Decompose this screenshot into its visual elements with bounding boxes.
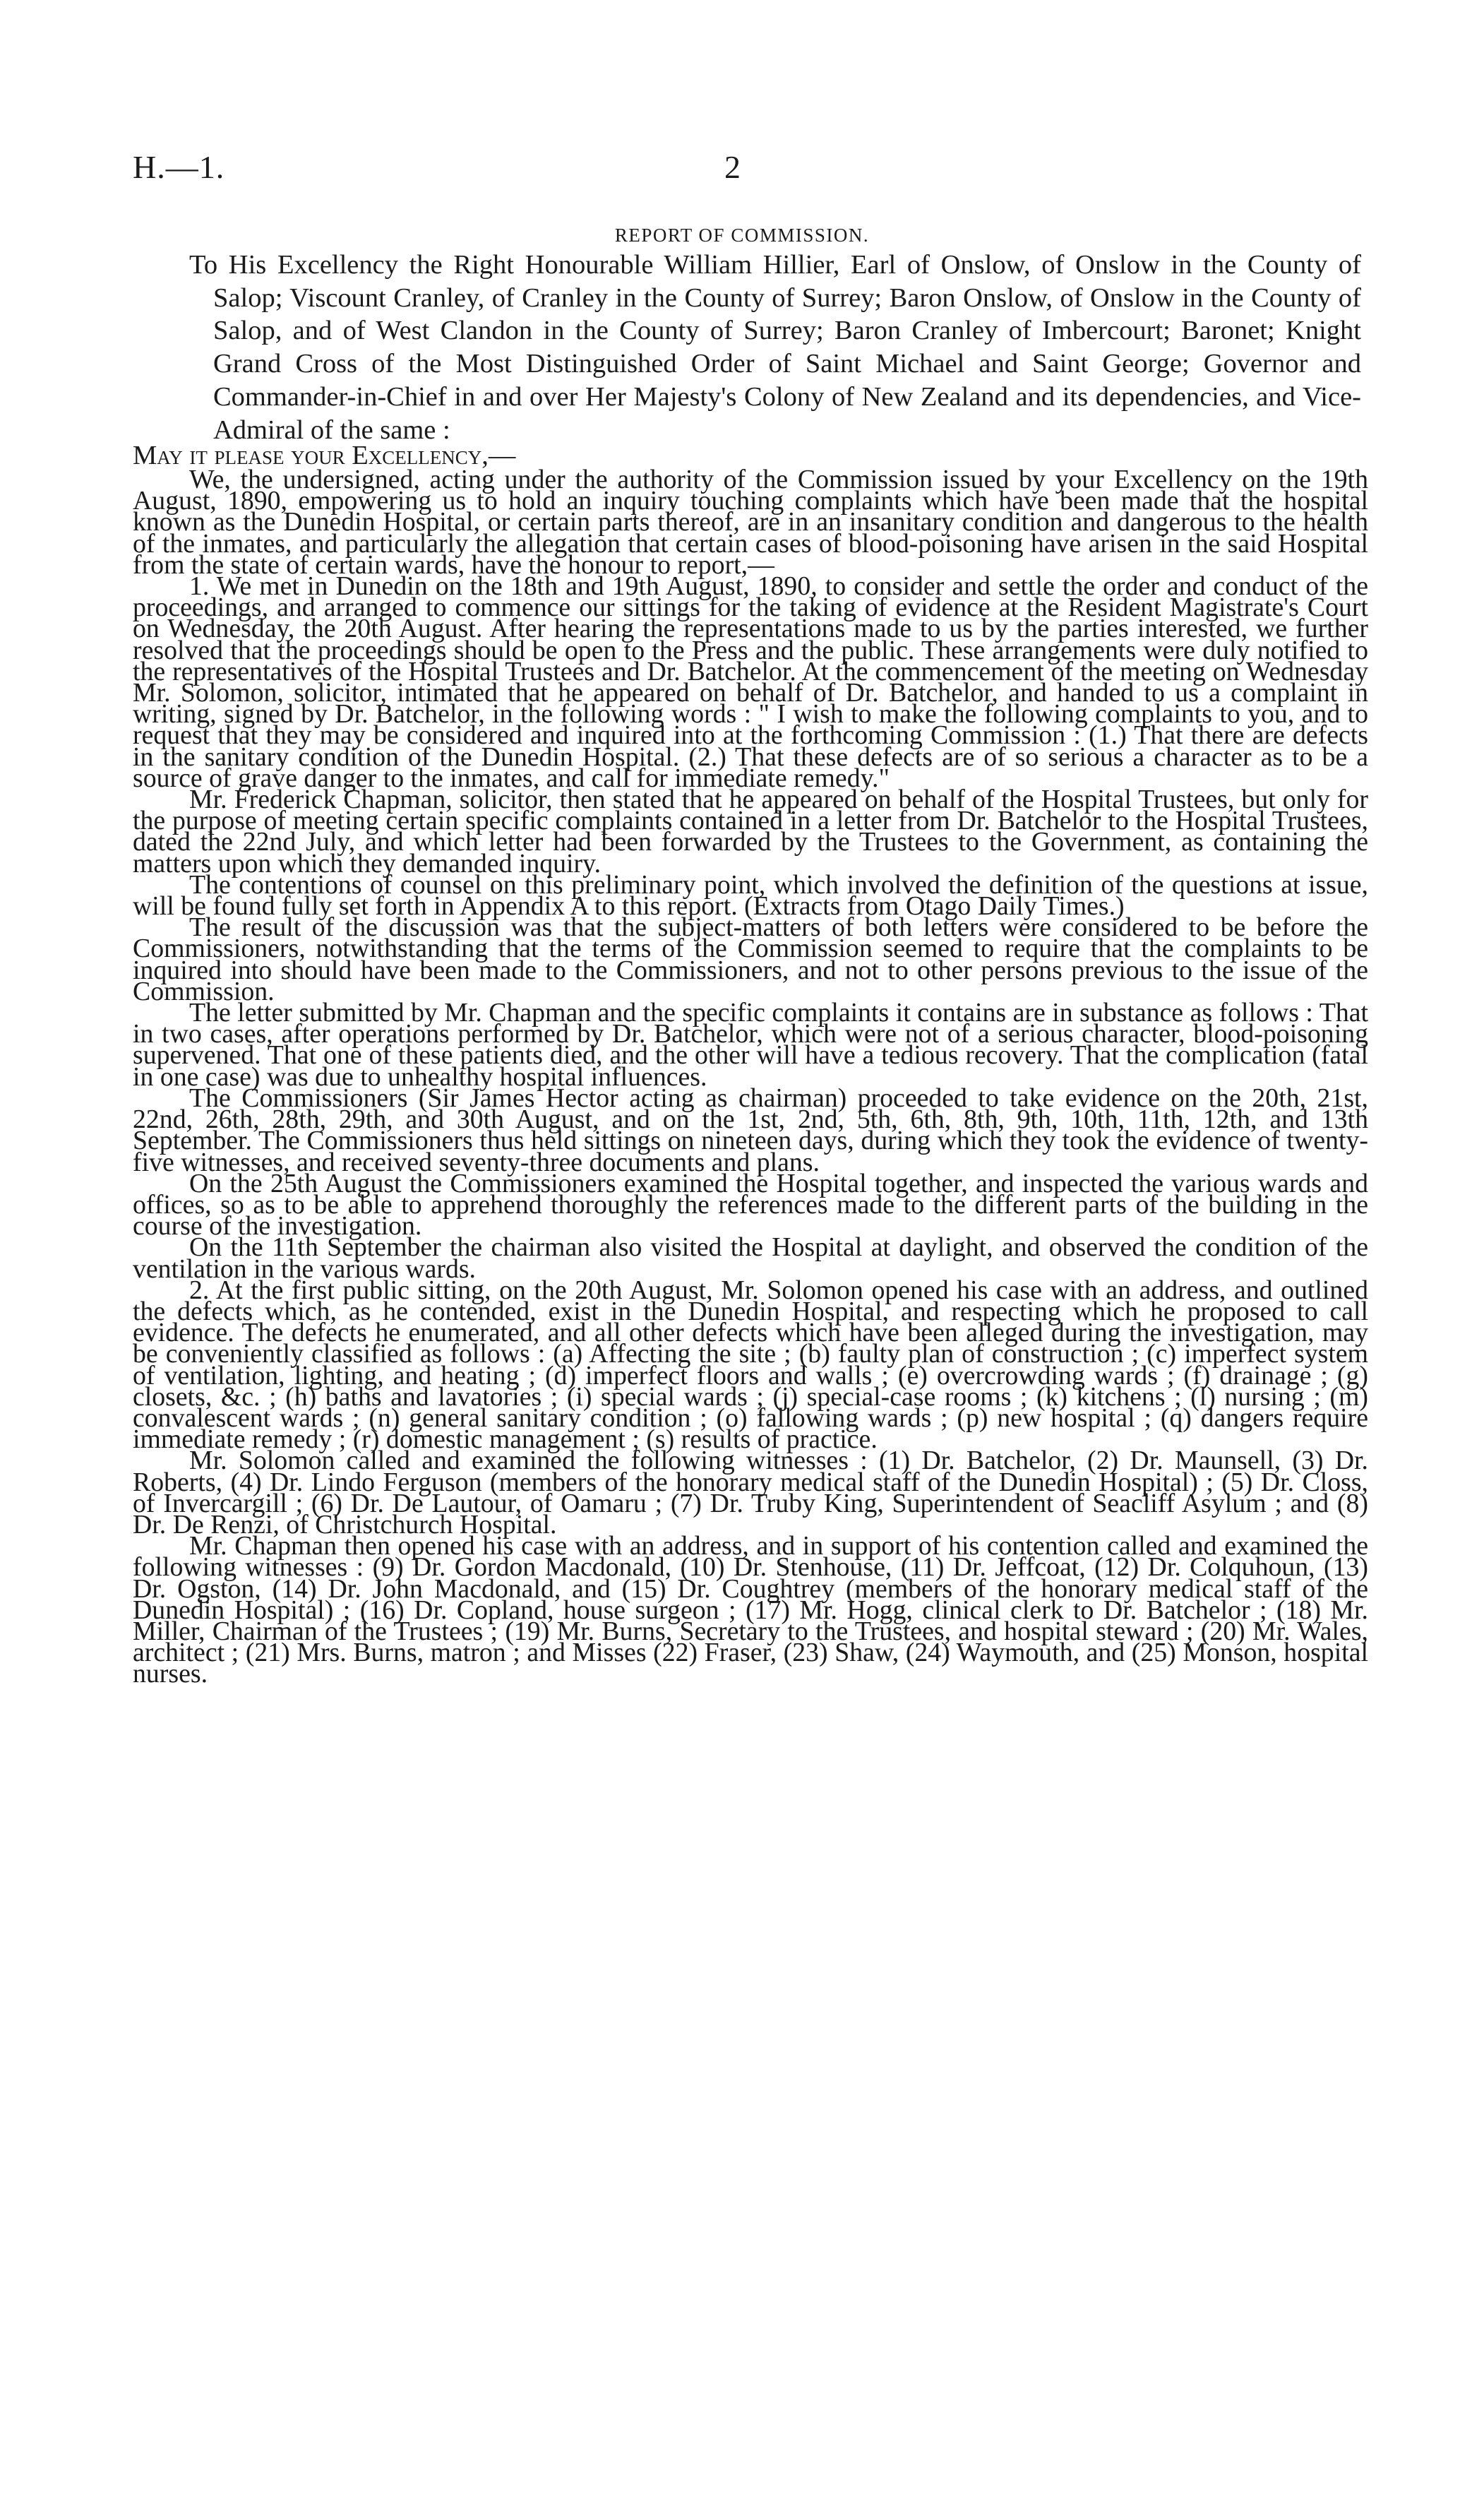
paragraph-inspection: On the 25th August the Commissioners examined the Hospital together, and inspected the various wards and offices, so as to be able to apprehend thoroughly the references made to the different parts of the building in the course of the investigation. [133,1168,1368,1241]
page-header [133,148,1368,198]
paragraph-contentions: The contentions of counsel on this preliminary point, which involved the definition of the questions at issue, will be found fully set forth in Appendix A to this report. (Extracts from Otago Daily Times.) [133,869,1368,922]
paragraph-intro: We, the undersigned, acting under the authority of the Commission issued by your Excellency on the 19th August, 1890, empowering us to hold an inquiry touching complaints which have been made that the hospital known as the Dunedin Hospital, or certain parts thereof, are in an insanitary condition and dangerous to the health of the inmates, and particularly the allegation that certain cases of blood-poisoning have arisen in the said Hospital from the state of certain wards, have the honour to report,— [133,465,1368,580]
address-to-governor: To His Excellency the Right Honourable William Hillier, Earl of Onslow, of Onslow in the County of Salop; Viscount Cranley, of Cranley in the County of Surrey; Baron Onslow, of Onslow in the County of Salop, and of West Clandon in the County of Surrey; Baron Cranley of Imbercourt; Baronet; Knight Grand Cross of the Most Distinguished Order of Saint Michael and Saint George; Governor and Commander-in-Chief in and over Her Majesty's Colony of New Zealand and its dependencies, and Vice-Admiral of the same : [189,250,1361,445]
paragraph-chapman: Mr. Frederick Chapman, solicitor, then stated that he appeared on behalf of the Hospital Trustees, but only for the purpose of meeting certain specific complaints contained in a letter from Dr. Batchelor to the Hospital Trustees, dated the 22nd July, and which letter had been forwarded by the Trustees to the Government, as containing the matters upon which they demanded inquiry. [133,785,1368,879]
paragraph-letter-summary: The letter submitted by Mr. Chapman and the specific complaints it contains are in substance as follows : That in two cases, after operations performed by Dr. Batchelor, which were not of a serious character, blood-poisoning supervened. That one of these patients died, and the other will have a tedious recovery. That the complication (fatal in one case) was due to unhealthy hospital influences. [133,998,1368,1092]
paragraph-chapman-witnesses: Mr. Chapman then opened his case with an address, and in support of his contention called and examined the following witnesses : (9) Dr. Gordon Macdonald, (10) Dr. Stenhouse, (11) Dr. Jeffcoat, (12) Dr. Colquhoun, (13) Dr. Ogston, (14) Dr. John Macdonald, and (15) Dr. Coughtrey (members of the honorary medical staff of the Dunedin Hospital) ; (16) Dr. Copland, house surgeon ; (17) Mr. Hogg, clinical clerk to Dr. Batchelor ; (18) Mr. Miller, Chairman of the Trustees ; (19) Mr. Burns, Secretary to the Trustees, and hospital steward ; (20) Mr. Wales, architect ; (21) Mrs. Burns, matron ; and Misses (22) Fraser, (23) Shaw, (24) Waymouth, and (25) Monson, hospital nurses. [133,1531,1368,1689]
salutation: May it please your Excellency,— [133,441,516,470]
document-reference: H.—1. [133,149,225,185]
paragraph-sittings: The Commissioners (Sir James Hector acting as chairman) proceeded to take evidence on the 20th, 21st, 22nd, 26th, 28th, 29th, and 30th August, and on the 1st, 2nd, 5th, 6th, 8th, 9th, 10th, 11th, 12th, and 13th September. The Commissioners thus held sittings on nineteen days, during which they took the evidence of twenty-five witnesses, and received seventy-three documents and plans. [133,1083,1368,1177]
paragraph-solomon-witnesses: Mr. Solomon called and examined the following witnesses : (1) Dr. Batchelor, (2) Dr. Maunsell, (3) Dr. Roberts, (4) Dr. Lindo Ferguson (members of the honorary medical staff of the Dunedin Hospital) ; (5) Dr. Closs, of Invercargill ; (6) Dr. De Lautour, of Oamaru ; (7) Dr. Truby King, Superintendent of Seacliff Asylum ; and (8) Dr. De Renzi, of Christchurch Hospital. [133,1446,1368,1540]
page-number: 2 [724,149,741,185]
report-title: REPORT OF COMMISSION. [614,225,870,246]
paragraph-daylight-visit: On the 11th September the chairman also visited the Hospital at daylight, and observed the condition of the ventilation in the various wards. [133,1232,1368,1284]
report-body [133,465,1368,1689]
paragraph-2-defects: 2. At the first public sitting, on the 20th August, Mr. Solomon opened his case with an address, and outlined the defects which, as he contended, exist in the Dunedin Hospital, and respecting which he proposed to call evidence. The defects he enumerated, and all other defects which have been alleged during the investigation, may be conveniently classified as follows : (a) Affecting the site ; (b) faulty plan of construction ; (c) imperfect system of ventilation, lighting, and heating ; (d) imperfect floors and walls ; (e) overcrowding wards ; (f) drainage ; (g) closets, &c. ; (h) baths and lavatories ; (i) special wards ; (j) special-case rooms ; (k) kitchens ; (l) nursing ; (m) convalescent wards ; (n) general sanitary condition ; (o) fallowing wards ; (p) new hospital ; (q) dangers require immediate remedy ; (r) domestic management ; (s) results of practice. [133,1275,1368,1455]
paragraph-1-meetings: 1. We met in Dunedin on the 18th and 19th August, 1890, to consider and settle the order and conduct of the proceedings, and arranged to commence our sittings for the taking of evidence at the Resident Magistrate's Court on Wednesday, the 20th August. After hearing the representations made to us by the parties interested, we further resolved that the proceedings should be open to the Press and the public. These arrangements were duly notified to the representatives of the Hospital Trustees and Dr. Batchelor. At the commencement of the meeting on Wednesday Mr. Solomon, solicitor, intimated that he appeared on behalf of Dr. Batchelor, and handed to us a complaint in writing, signed by Dr. Batchelor, in the following words : " I wish to make the following complaints to you, and to request that they may be considered and inquired into at the forthcoming Commission : (1.) That there are defects in the sanitary condition of the Dunedin Hospital. (2.) That these defects are of so serious a character as to be a source of grave danger to the inmates, and call for immediate remedy." [133,571,1368,793]
paragraph-discussion-result: The result of the discussion was that the subject-matters of both letters were considered to be before the Commissioners, notwithstanding that the terms of the Commission seemed to require that the complaints to be inquired into should have been made to the Commissioners, and not to other persons previous to the issue of the Commission. [133,912,1368,1006]
